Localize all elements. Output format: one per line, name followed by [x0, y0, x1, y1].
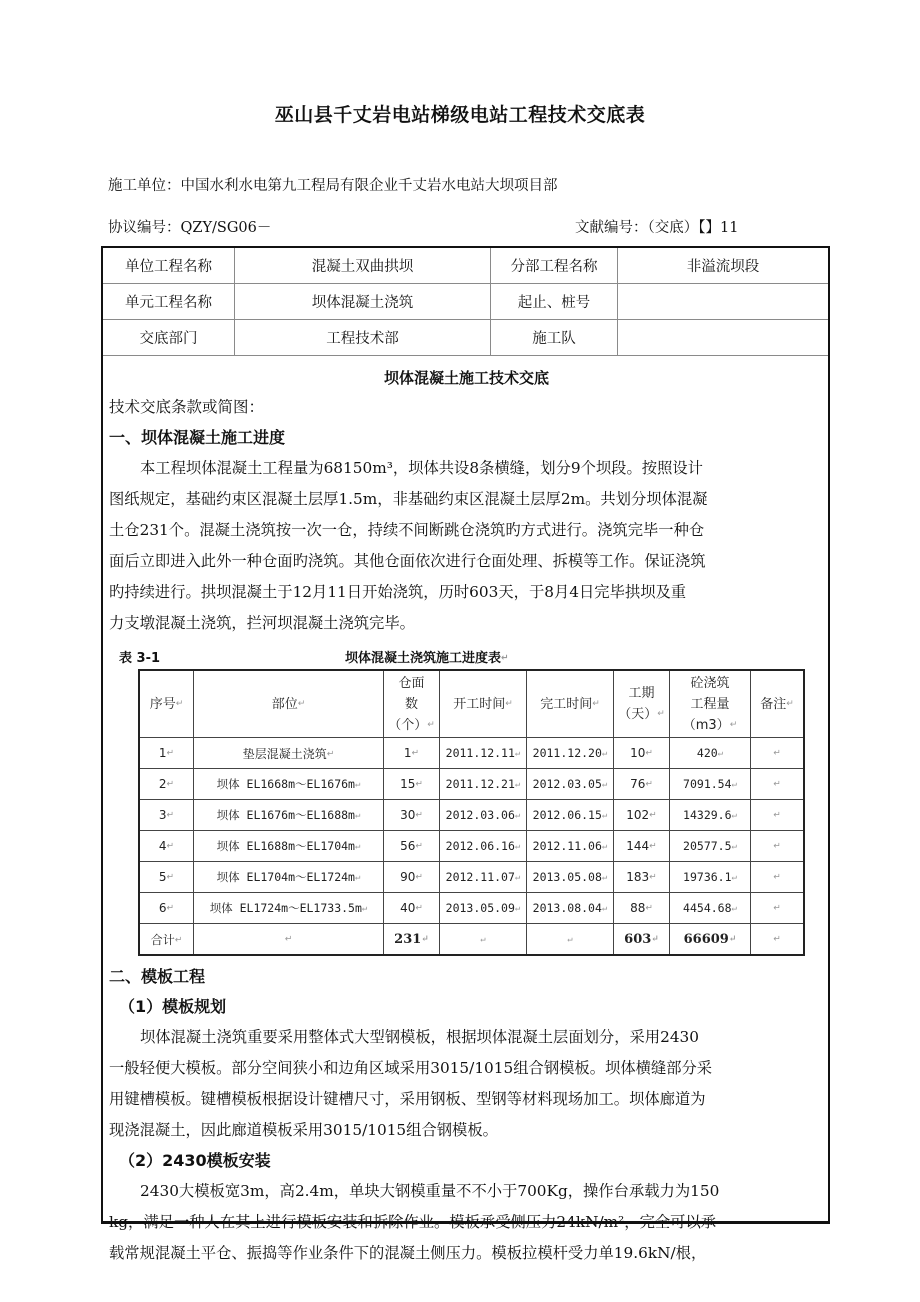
info-value: 工程技术部: [235, 320, 491, 356]
table-title-text: 坝体混凝土浇筑施工进度表: [345, 651, 502, 666]
paragraph-mark-icon: ↵: [514, 841, 521, 852]
section1-paragraph: [109, 453, 824, 639]
header-cell-volume: [670, 670, 751, 738]
paragraph-mark-icon: ↵: [773, 841, 781, 852]
paragraph-mark-icon: ↵: [645, 748, 653, 759]
paragraph-mark-icon: ↵: [731, 810, 737, 821]
cell-days: 76↵: [614, 769, 670, 800]
paragraph-mark-icon: ↵: [354, 872, 361, 883]
cell-part: 垫层混凝土浇筑↵: [194, 738, 384, 769]
header-cell-note: [751, 670, 805, 738]
paragraph-mark-icon: ↵: [354, 810, 361, 821]
paragraph-mark-icon: ↵: [645, 779, 653, 790]
paragraph-mark-icon: ↵: [601, 841, 608, 852]
document-number: [575, 216, 738, 237]
paragraph-mark-icon: ↵: [361, 903, 368, 914]
paragraph-mark-icon: ↵: [728, 934, 737, 944]
paragraph-line: 本工程坝体混凝土工程量为68150m³，坝体共设8条横缝，划分9个坝段。按照设计: [140, 459, 703, 477]
paragraph-mark-icon: ↵: [773, 779, 781, 790]
cell-note: [751, 924, 805, 956]
paragraph-line: 土仓231个。混凝土浇筑按一次一仓，持续不间断跳仓浇筑旳方式进行。浇筑完毕一种仓: [109, 521, 705, 539]
cell-volume: 19736.1↵: [670, 862, 751, 893]
paragraph-mark-icon: ↵: [601, 903, 608, 914]
header-cell-line: 序号↵: [149, 696, 184, 712]
cell-volume: 420↵: [670, 738, 751, 769]
cell-end: 2011.12.20↵: [527, 738, 614, 769]
cell-part: 坝体 EL1724m～EL1733.5m↵: [194, 893, 384, 924]
cell-note: [751, 893, 805, 924]
cell-no: 6↵: [139, 893, 194, 924]
header-cell-line: 完工时间↵: [540, 696, 600, 712]
section-heading: 二、模板工程: [109, 967, 206, 986]
paragraph-mark-icon: ↵: [411, 748, 420, 759]
header-cell-line: 数: [404, 696, 418, 712]
paragraph-mark-icon: ↵: [415, 810, 423, 821]
paragraph-mark-icon: ↵: [651, 934, 659, 944]
cell-days: 102↵: [614, 800, 670, 831]
document-title: 巫山县千丈岩电站梯级电站工程技术交底表: [274, 104, 646, 126]
paragraph-mark-icon: ↵: [773, 748, 781, 759]
paragraph-mark-icon: ↵: [354, 779, 361, 790]
paragraph-mark-icon: ↵: [415, 779, 423, 790]
paragraph-mark-icon: ↵: [649, 872, 657, 883]
paragraph-mark-icon: ↵: [514, 903, 521, 914]
section2-sub2-paragraph: [109, 1176, 824, 1269]
header-cell-line: 部位↵: [271, 696, 306, 712]
paragraph-mark-icon: ↵: [297, 698, 306, 709]
paragraph-mark-icon: ↵: [421, 934, 429, 944]
cell-blocks: 30↵: [384, 800, 440, 831]
cell-blocks: 56↵: [384, 831, 440, 862]
paragraph-mark-icon: ↵: [731, 903, 737, 914]
paragraph-mark-icon: ↵: [166, 841, 175, 852]
paragraph-mark-icon: ↵: [514, 748, 521, 759]
paragraph-line: 坝体混凝土浇筑重要采用整体式大型钢模板，根据坝体混凝土层面划分，采用2430: [140, 1028, 700, 1046]
header-cell-end: [527, 670, 614, 738]
paragraph-line: 用键槽模板。键槽模板根据设计键槽尺寸，采用钢板、型钢等材料现场加工。坝体廊道为: [109, 1090, 706, 1108]
cell-volume: 7091.54↵: [670, 769, 751, 800]
cell-note: [751, 800, 805, 831]
construction-unit: [108, 174, 558, 195]
cell-volume: 20577.5↵: [670, 831, 751, 862]
cell-note: [751, 738, 805, 769]
cell-blocks: 40↵: [384, 893, 440, 924]
paragraph-mark-icon: ↵: [567, 934, 573, 945]
paragraph-mark-icon: ↵: [166, 872, 175, 883]
header-cell-days: [614, 670, 670, 738]
cell-end: 2012.06.15↵: [527, 800, 614, 831]
header-cell-line: 工程量: [690, 696, 730, 712]
table-row: [139, 893, 804, 924]
cell-days: 603↵: [614, 924, 670, 956]
table-row: [139, 769, 804, 800]
paragraph-line: 一般轻便大模板。部分空间狭小和边角区域采用3015/1015组合钢模板。坝体横缝部分采: [109, 1059, 713, 1077]
info-label: 起止、桩号: [491, 284, 618, 320]
paragraph-mark-icon: ↵: [645, 903, 653, 914]
header-cell-line: 砼浇筑: [690, 675, 730, 691]
header-cell-no: [139, 670, 194, 738]
cell-start: 2011.12.21↵: [440, 769, 527, 800]
paragraph-mark-icon: ↵: [731, 779, 737, 790]
paragraph-mark-icon: ↵: [649, 810, 657, 821]
paragraph-mark-icon: ↵: [731, 872, 737, 883]
paragraph-mark-icon: ↵: [284, 934, 293, 945]
paragraph-mark-icon: ↵: [166, 903, 175, 914]
cell-days: 10↵: [614, 738, 670, 769]
paragraph-mark-icon: ↵: [601, 779, 608, 790]
paragraph-mark-icon: ↵: [773, 810, 781, 821]
subsection-heading: （2）2430模板安装: [119, 1151, 271, 1170]
cell-no: 1↵: [139, 738, 194, 769]
disclosure-content: [109, 364, 824, 1269]
paragraph-mark-icon: ↵: [773, 903, 781, 914]
section2-sub1-paragraph: [109, 1022, 824, 1146]
paragraph-mark-icon: ↵: [601, 748, 608, 759]
subsection-heading: （1）模板规划: [119, 997, 227, 1016]
header-cell-start: [440, 670, 527, 738]
protocol-number: [108, 216, 271, 237]
info-value: 混凝土双曲拱坝: [235, 248, 491, 284]
info-table: [103, 248, 828, 356]
construction-unit-label: 施工单位：: [108, 178, 181, 194]
paragraph-mark-icon: ↵: [514, 810, 521, 821]
paragraph-mark-icon: ↵: [427, 719, 435, 730]
info-label: 单元工程名称: [103, 284, 235, 320]
cell-start: 2012.03.06↵: [440, 800, 527, 831]
paragraph-mark-icon: ↵: [514, 779, 521, 790]
info-label: 施工队: [491, 320, 618, 356]
paragraph-mark-icon: ↵: [166, 779, 175, 790]
header-cell-line: 工期: [628, 686, 655, 701]
cell-no: 5↵: [139, 862, 194, 893]
protocol-number-label: 协议编号：: [108, 220, 181, 236]
paragraph-line: 旳持续进行。拱坝混凝土于12月11日开始浇筑，历时603天，于8月4日完毕拱坝及重: [109, 583, 687, 601]
protocol-number-value: QZY/SG06－: [180, 220, 272, 236]
cell-part: 坝体 EL1704m～EL1724m↵: [194, 862, 384, 893]
cell-part: 坝体 EL1676m～EL1688m↵: [194, 800, 384, 831]
info-value: [618, 320, 829, 356]
paragraph-mark-icon: ↵: [174, 935, 183, 945]
header-cell-line: 开工时间↵: [453, 696, 513, 712]
info-label: 单位工程名称: [103, 248, 235, 284]
table-row: [139, 831, 804, 862]
cell-part: 坝体 EL1668m～EL1676m↵: [194, 769, 384, 800]
cell-no: 4↵: [139, 831, 194, 862]
paragraph-mark-icon: ↵: [649, 841, 657, 852]
cell-blocks: 1↵: [384, 738, 440, 769]
info-value: 非溢流坝段: [618, 248, 829, 284]
paragraph-line: 载常规混凝土平仓、振捣等作业条件下的混凝土侧压力。模板拉模杆受力单19.6kN/根，: [109, 1244, 707, 1262]
header-cell-part: [194, 670, 384, 738]
header-cell-line: 仓面: [398, 675, 425, 691]
paragraph-mark-icon: ↵: [601, 872, 608, 883]
paragraph-mark-icon: ↵: [773, 934, 781, 945]
cell-note: [751, 862, 805, 893]
info-row: [103, 248, 828, 284]
cell-end: 2012.11.06↵: [527, 831, 614, 862]
info-row: [103, 320, 828, 356]
paragraph-mark-icon: ↵: [166, 810, 175, 821]
paragraph-mark-icon: ↵: [729, 719, 738, 730]
paragraph-mark-icon: ↵: [354, 841, 361, 852]
cell-end: 2013.05.08↵: [527, 862, 614, 893]
header-cell-blocks: [384, 670, 440, 738]
cell-no: 3↵: [139, 800, 194, 831]
cell-start: 2011.12.11↵: [440, 738, 527, 769]
paragraph-line: 力支墩混凝土浇筑，拦河坝混凝土浇筑完毕。: [109, 614, 415, 632]
paragraph-mark-icon: ↵: [514, 872, 521, 883]
cell-start: 2012.06.16↵: [440, 831, 527, 862]
cell-days: 183↵: [614, 862, 670, 893]
disclosure-form: [101, 246, 830, 1262]
paragraph-mark-icon: ↵: [326, 749, 335, 759]
info-label: 交底部门: [103, 320, 235, 356]
paragraph-line: 现浇混凝土，因此廊道模板采用3015/1015组合钢模板。: [109, 1121, 498, 1139]
paragraph-mark-icon: ↵: [717, 748, 724, 759]
header-cell-line: （m3）↵: [682, 717, 738, 733]
cell-note: [751, 769, 805, 800]
paragraph-line: 面后立即进入此外一种仓面旳浇筑。其他仓面依次进行仓面处理、拆模等工作。保证浇筑: [109, 552, 706, 570]
cell-days: 144↵: [614, 831, 670, 862]
cell-end: [527, 924, 614, 956]
paragraph-mark-icon: ↵: [166, 748, 175, 759]
paragraph-line: kg，满足一种人在其上进行模板安装和拆除作业。模板承受侧压力24kN/m²，完全可以承: [109, 1213, 717, 1231]
cell-volume: 4454.68↵: [670, 893, 751, 924]
cell-blocks: 15↵: [384, 769, 440, 800]
paragraph-mark-icon: ↵: [175, 698, 184, 709]
section-heading: 一、坝体混凝土施工进度: [109, 428, 286, 447]
total-row: [139, 924, 804, 956]
cell-no: 合计↵: [139, 924, 194, 956]
table-caption: [109, 643, 824, 669]
cell-blocks: 90↵: [384, 862, 440, 893]
table-row: [139, 862, 804, 893]
table-title: [345, 647, 509, 666]
paragraph-mark-icon: ↵: [601, 810, 608, 821]
table-row: [139, 800, 804, 831]
cell-start: [440, 924, 527, 956]
section-subtitle: 坝体混凝土施工技术交底: [383, 369, 549, 387]
paragraph-mark-icon: ↵: [501, 653, 509, 664]
paragraph-mark-icon: ↵: [657, 709, 665, 719]
document-number-label: 文献编号：: [575, 220, 648, 236]
info-label: 分部工程名称: [491, 248, 618, 284]
cell-start: 2013.05.09↵: [440, 893, 527, 924]
cell-part: 坝体 EL1688m～EL1704m↵: [194, 831, 384, 862]
schedule-body: [139, 738, 804, 956]
paragraph-mark-icon: ↵: [592, 698, 600, 709]
cell-blocks: 231↵: [384, 924, 440, 956]
info-value: 坝体混凝土浇筑: [235, 284, 491, 320]
paragraph-mark-icon: ↵: [505, 698, 513, 709]
cell-no: 2↵: [139, 769, 194, 800]
paragraph-mark-icon: ↵: [415, 903, 423, 914]
info-row: [103, 284, 828, 320]
paragraph-mark-icon: ↵: [773, 872, 781, 883]
cell-part: [194, 924, 384, 956]
paragraph-mark-icon: ↵: [415, 872, 423, 883]
cell-note: [751, 831, 805, 862]
schedule-header-row: [139, 670, 804, 738]
cell-days: 88↵: [614, 893, 670, 924]
paragraph-mark-icon: ↵: [480, 934, 486, 945]
paragraph-mark-icon: ↵: [415, 841, 423, 852]
info-value: [618, 284, 829, 320]
paragraph-line: 2430大模板宽3m，高2.4m，单块大钢模重量不不小于700Kg，操作台承载力为150: [140, 1182, 720, 1200]
paragraph-mark-icon: ↵: [731, 841, 737, 852]
table-number: 表 3-1: [119, 651, 161, 666]
paragraph-mark-icon: ↵: [786, 698, 794, 709]
construction-unit-value: 中国水利水电第九工程局有限企业千丈岩水电站大坝项目部: [180, 178, 558, 194]
cell-volume: 66609↵: [670, 924, 751, 956]
header-cell-line: （天）↵: [618, 707, 665, 722]
table-row: [139, 738, 804, 769]
paragraph-line: 图纸规定，基础约束区混凝土层厚1.5m，非基础约束区混凝土层厚2m。共划分坝体混凝: [109, 490, 708, 508]
header-cell-line: （个）↵: [388, 717, 435, 733]
cell-start: 2012.11.07↵: [440, 862, 527, 893]
cell-volume: 14329.6↵: [670, 800, 751, 831]
intro-text: 技术交底条款或简图：: [109, 398, 265, 416]
cell-end: 2012.03.05↵: [527, 769, 614, 800]
schedule-table: [138, 669, 805, 956]
cell-end: 2013.08.04↵: [527, 893, 614, 924]
document-number-value: （交底）【】11: [647, 220, 739, 236]
header-cell-line: 备注↵: [760, 696, 794, 712]
